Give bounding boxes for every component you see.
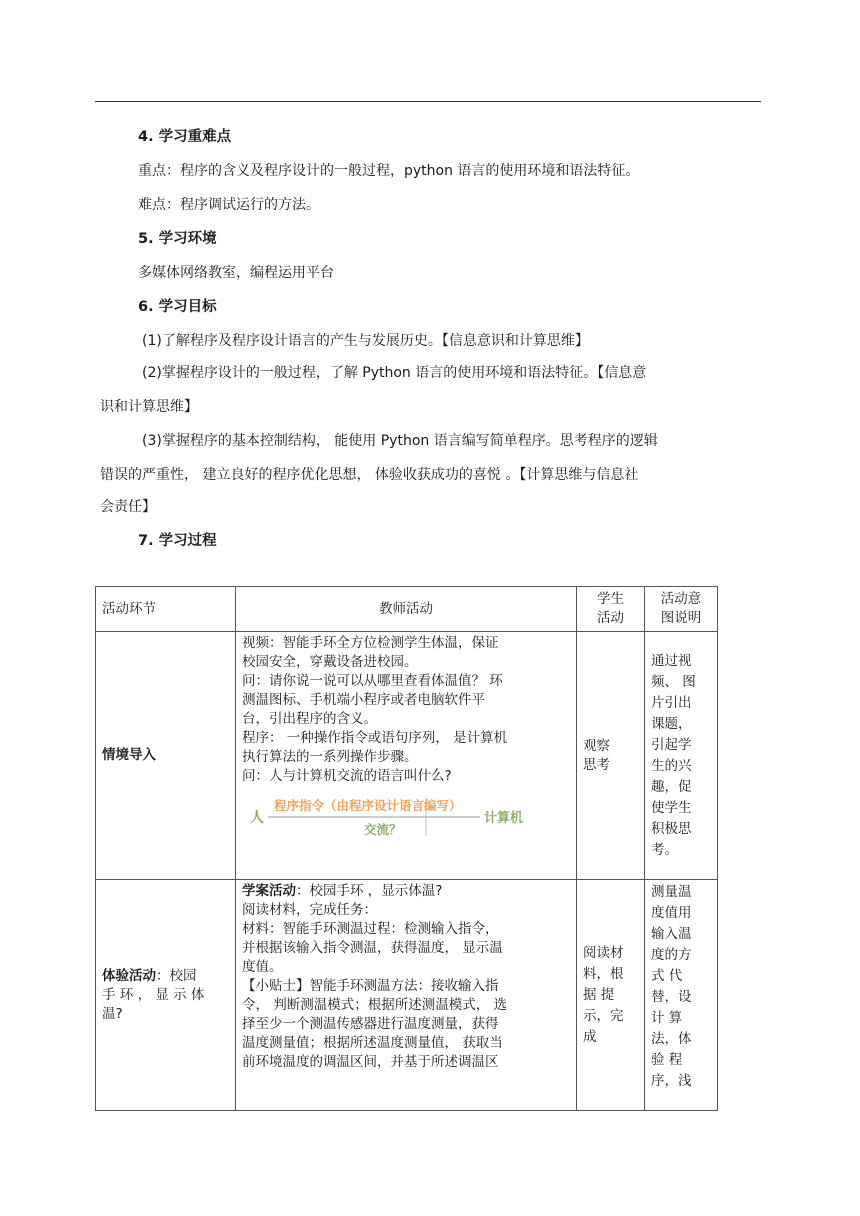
intent-line: 使学生 bbox=[651, 799, 692, 816]
header-rule bbox=[95, 101, 761, 102]
stage-cell: 情境导入 bbox=[96, 632, 236, 880]
teacher-activity-cell bbox=[236, 880, 577, 1111]
stage-cell bbox=[96, 880, 236, 1111]
intent-line: 生的兴 bbox=[651, 757, 692, 774]
student-line: 成 bbox=[583, 1028, 597, 1045]
teacher-line: 校园安全，穿戴设备进校园。 bbox=[242, 654, 418, 670]
header-intent-line: 活动意 bbox=[660, 591, 702, 607]
table-row bbox=[96, 880, 718, 1111]
environment-text: 多媒体网络教室，编程运用平台 bbox=[138, 265, 334, 281]
teacher-line: 令， 判断测温模式；根据所述测温模式， 选 bbox=[242, 997, 508, 1013]
intent-cell bbox=[645, 880, 718, 1111]
student-activity-cell bbox=[577, 880, 645, 1111]
teacher-line: 度值。 bbox=[242, 959, 283, 975]
stage-bold-text: 体验活动 bbox=[102, 967, 156, 984]
student-line: 阅读材 bbox=[583, 944, 624, 961]
intent-line: 度的方 bbox=[651, 947, 692, 963]
intent-line: 计 算 bbox=[651, 1010, 683, 1026]
objective-item: (3)掌握程序的基本控制结构， 能使用 Python 语言编写简单程序。思考程序的逻辑 bbox=[142, 433, 658, 449]
teacher-activity-cell bbox=[236, 632, 577, 880]
student-line: 思考 bbox=[583, 756, 610, 773]
header-student-activity-line: 学生 bbox=[597, 591, 624, 607]
intent-line: 引起学 bbox=[651, 736, 692, 753]
section-heading-environment: 5. 学习环境 bbox=[138, 231, 217, 247]
diagram-top-label: 程序指令（由程序设计语言编写） bbox=[274, 798, 462, 813]
section-heading-difficulty: 4. 学习重难点 bbox=[138, 129, 232, 145]
header-intent bbox=[645, 587, 718, 632]
objective-item-continued: 识和计算思维】 bbox=[100, 399, 198, 415]
diagram-computer-label: 计算机 bbox=[484, 811, 524, 826]
human-computer-diagram bbox=[246, 796, 546, 838]
header-student-activity bbox=[577, 587, 645, 632]
teacher-line: 择至少一个测温传感器进行温度测量，获得 bbox=[242, 1016, 499, 1032]
student-line: 观察 bbox=[583, 737, 610, 754]
header-student-activity-line: 活动 bbox=[597, 610, 624, 626]
teacher-line: 前环境温度的调温区间，并基于所述调温区 bbox=[242, 1054, 499, 1070]
teacher-line: 程序： 一种操作指令或语句序列， 是计算机 bbox=[242, 730, 508, 746]
teacher-line: 材料：智能手环测温过程：检测输入指令， bbox=[242, 921, 499, 937]
header-teacher-activity: 教师活动 bbox=[236, 587, 577, 632]
intent-line: 积极思 bbox=[651, 820, 692, 837]
teacher-line: 台，引出程序的含义。 bbox=[242, 711, 377, 727]
intent-line: 考。 bbox=[651, 841, 678, 858]
key-point-text: 重点：程序的含义及程序设计的一般过程，python 语言的使用环境和语法特征。 bbox=[138, 163, 640, 179]
learning-process-table bbox=[95, 586, 718, 1111]
table-header-row bbox=[96, 587, 718, 632]
task-bold-text: 学案活动 bbox=[242, 883, 296, 899]
stage-text: ：校园 bbox=[156, 967, 197, 984]
task-text: ：校园手环 ，显示体温? bbox=[296, 883, 443, 899]
intent-line: 测量温 bbox=[651, 884, 692, 900]
objective-item-continued: 错误的严重性， 建立良好的程序优化思想， 体验收获成功的喜悦 。【计算思维与信息社 bbox=[100, 467, 639, 483]
teacher-line: 视频：智能手环全方位检测学生体温，保证 bbox=[242, 635, 499, 651]
intent-line: 验 程 bbox=[651, 1052, 683, 1068]
teacher-line: 问：人与计算机交流的语言叫什么? bbox=[242, 768, 452, 784]
intent-line: 度值用 bbox=[651, 905, 692, 921]
teacher-line: 阅读材料，完成任务： bbox=[242, 902, 377, 918]
teacher-line: 测温图标、手机端小程序或者电脑软件平 bbox=[242, 692, 485, 708]
intent-cell bbox=[645, 632, 718, 880]
intent-line: 片引出 bbox=[651, 694, 692, 711]
diagram-bottom-label: 交流？ bbox=[364, 822, 402, 837]
section-heading-process: 7. 学习过程 bbox=[138, 533, 217, 549]
student-activity-cell bbox=[577, 632, 645, 880]
teacher-line: 问：请你说一说可以从哪里查看体温值？ 环 bbox=[242, 673, 503, 689]
stage-text: 手 环 ， 显 示 体 bbox=[102, 986, 205, 1003]
intent-line: 替，设 bbox=[651, 989, 692, 1005]
objective-item: (1)了解程序及程序设计语言的产生与发展历史。【信息意识和计算思维】 bbox=[142, 333, 589, 349]
intent-line: 课题， bbox=[651, 715, 692, 732]
header-intent-line: 图说明 bbox=[660, 610, 702, 626]
objective-item: (2)掌握程序设计的一般过程，了解 Python 语言的使用环境和语法特征。【信息意 bbox=[142, 365, 647, 381]
intent-line: 式 代 bbox=[651, 968, 683, 984]
teacher-line: 温度测量值；根据所述温度测量值， 获取当 bbox=[242, 1035, 503, 1051]
intent-line: 趣，促 bbox=[651, 778, 692, 795]
hard-point-text: 难点：程序调试运行的方法。 bbox=[138, 197, 320, 213]
section-heading-objectives: 6. 学习目标 bbox=[138, 299, 217, 315]
teacher-line: 【小贴士】智能手环测温方法：接收输入指 bbox=[242, 978, 499, 994]
intent-line: 法，体 bbox=[651, 1031, 692, 1047]
student-line: 示，完 bbox=[583, 1007, 624, 1024]
table-row bbox=[96, 632, 718, 880]
header-activity-stage: 活动环节 bbox=[96, 587, 236, 632]
intent-line: 序，浅 bbox=[651, 1073, 692, 1089]
teacher-line: 执行算法的一系列操作步骤。 bbox=[242, 749, 418, 765]
intent-line: 输入温 bbox=[651, 926, 692, 942]
teacher-line: 并根据该输入指令测温，获得温度， 显示温 bbox=[242, 940, 503, 956]
intent-line: 通过视 bbox=[651, 652, 692, 669]
diagram-human-label: 人 bbox=[250, 810, 264, 826]
student-line: 据 提 bbox=[583, 986, 615, 1003]
student-line: 料，根 bbox=[583, 965, 624, 982]
objective-item-continued: 会责任】 bbox=[100, 499, 156, 515]
intent-line: 频、 图 bbox=[651, 673, 696, 690]
stage-text: 温? bbox=[102, 1005, 123, 1022]
